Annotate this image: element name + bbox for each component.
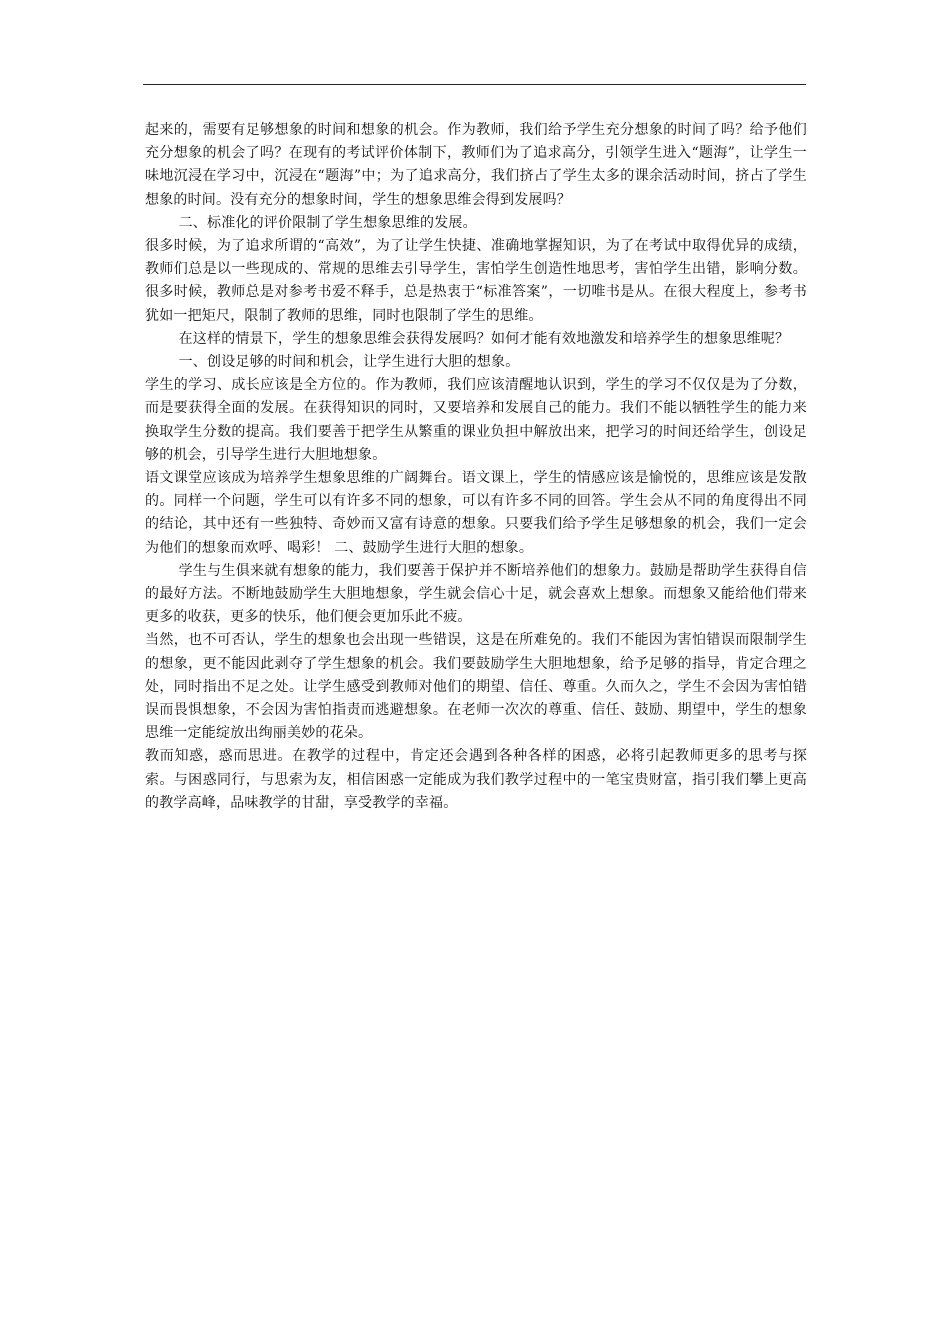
section-heading-standardized-evaluation: 二、标准化的评价限制了学生想象思维的发展。 [178, 214, 477, 231]
paragraph-4: 在这样的情景下，学生的想象思维会获得发展吗？如何才能有效地激发和培养学生的想象思维呢？ [178, 330, 790, 347]
paragraph-1: 起来的，需要有足够想象的时间和想象的机会。作为教师，我们给予学生充分想象的时间了吗？给予他们充分想象的机会了吗？在现有的考试评价体制下，教师们为了追求高分，引领学生进入“题海”，让学生一味地沉浸在学习中，沉浸在“题海”中；为了追求高分，我们挤占了学生太多的课余活动时间，挤占了学生想象的时间。没有充分的想象时间，学生的想象思维会得到发展吗？ [145, 122, 807, 208]
section-heading-create-time-and-opportunity: 一、创设足够的时间和机会，让学生进行大胆的想象。 [178, 354, 520, 371]
paragraph-6: 学生的学习、成长应该是全方位的。作为教师，我们应该清醒地认识到，学生的学习不仅仅是为了分数，而是要获得全面的发展。在获得知识的同时，又要培养和发展自己的能力。我们不能以牺牲学生的能力来换取学生分数的提高。我们要善于把学生从繁重的课业负担中解放出来，把学习的时间还给学生，创设足够的机会，引导学生进行大胆地想象。 [145, 377, 807, 463]
paragraph-10: 教而知惑，惑而思进。在教学的过程中，肯定还会遇到各种各样的困惑，必将引起教师更多的思考与探索。与困惑同行，与思索为友，相信困惑一定能成为我们教学过程中的一笔宝贵财富，指引我们攀上更高的教学高峰，品味教学的甘甜，享受教学的幸福。 [145, 748, 807, 811]
paragraph-7: 语文课堂应该成为培养学生想象思维的广阔舞台。语文课上，学生的情感应该是愉悦的，思维应该是发散的。同样一个问题，学生可以有许多不同的想象，可以有许多不同的回答。学生会从不同的角度得出不同的结论，其中还有一些独特、奇妙而又富有诗意的想象。只要我们给予学生足够想象的机会，我们一定会为他们的想象而欢呼、喝彩！ 二、鼓励学生进行大胆的想象。 [145, 470, 807, 556]
document-body [145, 119, 807, 815]
paragraph-9: 当然，也不可否认，学生的想象也会出现一些错误，这是在所难免的。我们不能因为害怕错误而限制学生的想象，更不能因此剥夺了学生想象的机会。我们要鼓励学生大胆地想象，给予足够的指导，肯定合理之处，同时指出不足之处。让学生感受到教师对他们的期望、信任、尊重。久而久之，学生不会因为害怕错误而畏惧想象，不会因为害怕指责而逃避想象。在老师一次次的尊重、信任、鼓励、期望中，学生的想象思维一定能绽放出绚丽美妙的花朵。 [145, 632, 807, 742]
paragraph-8: 学生与生俱来就有想象的能力，我们要善于保护并不断培养他们的想象力。鼓励是帮助学生获得自信的最好方法。不断地鼓励学生大胆地想象，学生就会信心十足，就会喜欢上想象。而想象又能给他们带来更多的收获，更多的快乐，他们便会更加乐此不疲。 [145, 562, 807, 626]
header-rule [143, 84, 806, 85]
paragraph-3: 很多时候，为了追求所谓的“高效”，为了让学生快捷、准确地掌握知识，为了在考试中取得优异的成绩，教师们总是以一些现成的、常规的思维去引导学生，害怕学生创造性地思考，害怕学生出错，影响分数。很多时候，教师总是对参考书爱不释手，总是热衷于“标准答案”，一切唯书是从。在很大程度上，参考书犹如一把矩尺，限制了教师的思维，同时也限制了学生的思维。 [145, 238, 807, 324]
